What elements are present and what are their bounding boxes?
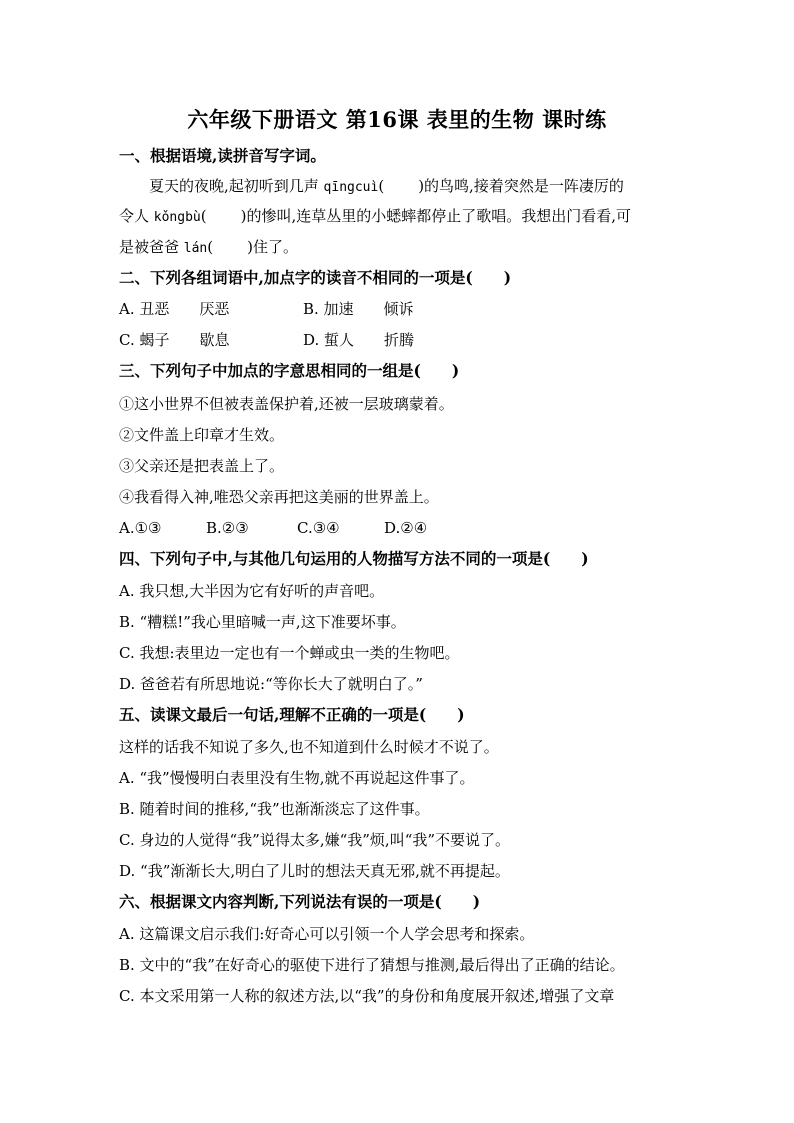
section-2-heading: 二、下列各组词语中,加点字的读音不相同的一项是( ) [119,268,512,287]
section-5-heading: 五、读课文最后一句话,理解不正确的一项是( ) [119,705,465,724]
pinyin: kǒngbù [153,210,201,225]
text: )的鸟鸣,接着突然是一阵凄厉的 [418,177,624,195]
section-1-line-1 [149,176,624,198]
text: ( [378,177,385,195]
section-5-option-d: D. “我”渐渐长大,明白了儿时的想法天真无邪,就不再提起。 [119,862,510,880]
section-6-option-a: A. 这篇课文启示我们:好奇心可以引领一个人学会思考和探索。 [119,925,535,943]
section-6-option-c: C. 本文采用第一人称的叙述方法,以“我”的身份和角度展开叙述,增强了文章 [119,987,615,1005]
section-2-option-a: A. 丑恶 厌恶 [119,300,230,318]
section-4-option-b: B. “糟糕!”我心里暗喊一声,这下准要坏事。 [119,613,406,631]
section-3-item-4: ④我看得入神,唯恐父亲再把这美丽的世界盖上。 [119,488,439,506]
section-3-item-1: ①这小世界不但被表盖保护着,还被一层玻璃蒙着。 [119,395,454,413]
section-4-heading: 四、下列句子中,与其他几句运用的人物描写方法不同的一项是( ) [119,549,589,568]
pinyin: qīngcuì [323,180,379,195]
section-6-heading: 六、根据课文内容判断,下列说法有误的一项是( ) [119,892,481,911]
text: 夏天的夜晚,起初听到几声 [149,177,324,195]
text: )的惨叫,连草丛里的小蟋蟀都停止了歌唱。我想出门看看,可 [240,207,632,225]
text: 令人 [119,207,154,225]
section-2-option-c: C. 蝎子 歇息 [119,331,230,349]
section-3-option-b: B.②③ [206,519,249,537]
section-6-option-b: B. 文中的“我”在好奇心的驱使下进行了猜想与推测,最后得出了正确的结论。 [119,956,625,974]
section-5-option-a: A. “我”慢慢明白表里没有生物,就不再说起这件事了。 [119,769,475,787]
section-4-option-d: D. 爸爸若有所思地说:“等你长大了就明白了。” [119,675,423,693]
section-3-option-c: C.③④ [297,519,340,537]
text: ( [207,238,214,256]
section-1-heading: 一、根据语境,读拼音写字词。 [119,146,326,165]
section-5-quote: 这样的话我不知说了多久,也不知道到什么时候才不说了。 [119,738,499,756]
section-3-option-a: A.①③ [119,519,162,537]
text: )住了。 [247,238,298,256]
section-2-option-d: D. 蜇人 折腾 [303,331,415,349]
text: ( [200,207,207,225]
section-3-item-2: ②文件盖上印章才生效。 [119,426,285,444]
section-3-option-d: D.②④ [384,519,428,537]
section-4-option-a: A. 我只想,大半因为它有好听的声音吧。 [119,582,385,600]
page-title: 六年级下册语文 第16课 表里的生物 课时练 [187,107,607,132]
section-3-item-3: ③父亲还是把表盖上了。 [119,457,285,475]
section-1-line-2 [119,206,631,228]
section-3-heading: 三、下列句子中加点的字意思相同的一组是( ) [119,361,460,380]
section-5-option-b: B. 随着时间的推移,“我”也渐渐淡忘了这件事。 [119,800,430,818]
section-1-line-3 [119,237,298,259]
pinyin: lán [183,241,208,256]
section-4-option-c: C. 我想:表里边一定也有一个蝉或虫一类的生物吧。 [119,644,460,662]
section-2-option-b: B. 加速 倾诉 [303,300,414,318]
text: 是被爸爸 [119,238,184,256]
section-5-option-c: C. 身边的人觉得“我”说得太多,嫌“我”烦,叫“我”不要说了。 [119,831,511,849]
